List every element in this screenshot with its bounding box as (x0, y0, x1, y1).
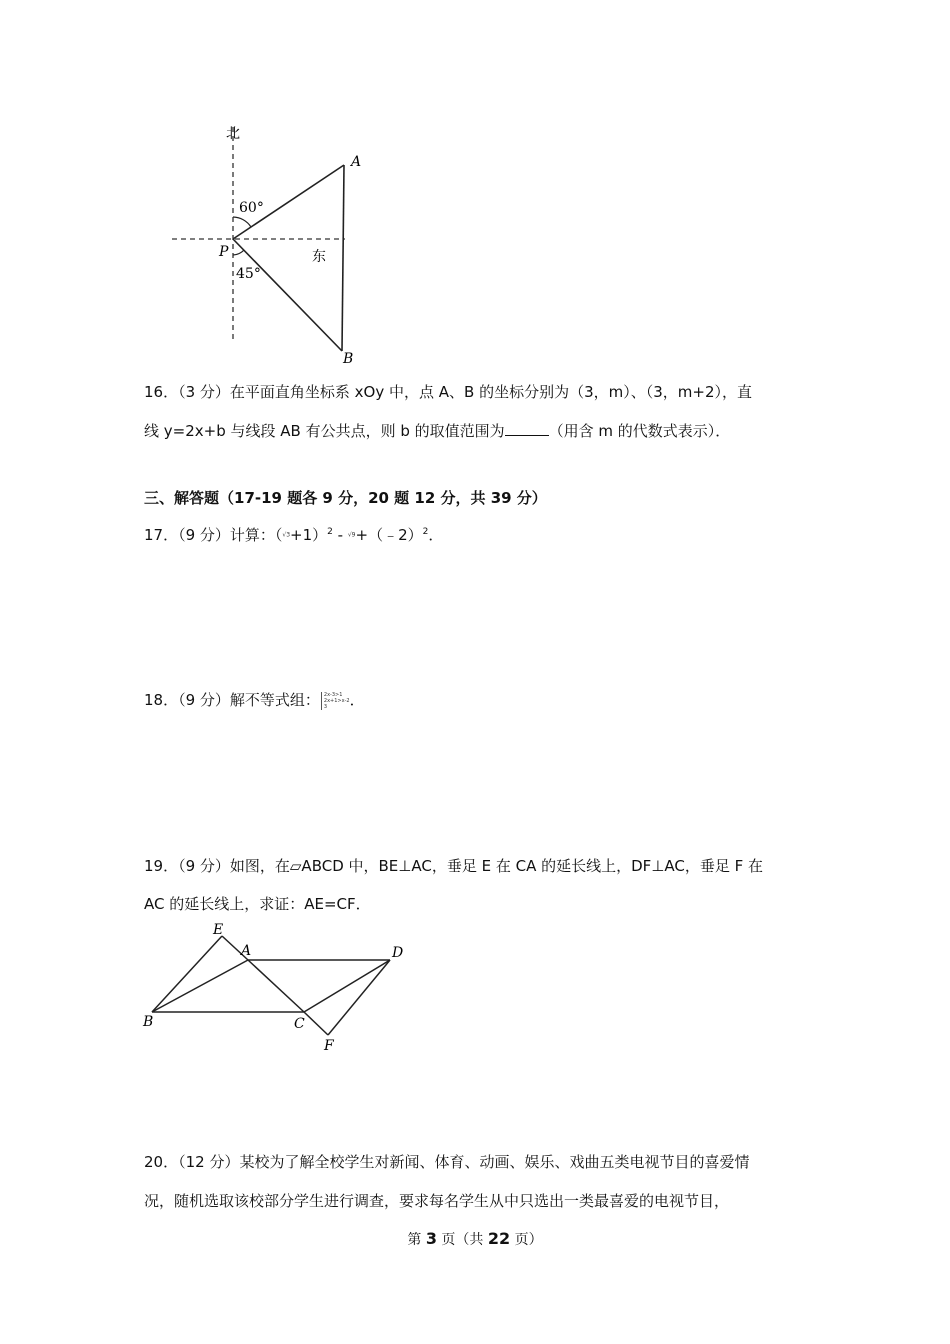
label-f: F (324, 1038, 334, 1054)
angle-arc-45 (233, 250, 244, 255)
q18-end: ． (349, 691, 365, 709)
label-point-a: A (351, 154, 362, 170)
q17-sqrt-3: √3 (282, 531, 291, 539)
label-north: 北 (226, 126, 240, 142)
q20-line1: 20．（12 分）某校为了解全校学生对新闻、体育、动画、娱乐、戏曲五类电视节目的喜爱情 (144, 1153, 750, 1171)
segment-df (328, 960, 390, 1035)
inequality-2-numerator: 2x+1 (323, 697, 338, 704)
q19-line2: AC 的延长线上，求证：AE=CF． (144, 895, 371, 913)
footer-prefix: 第 (407, 1232, 426, 1248)
label-a: A (241, 943, 252, 959)
segment-cf (304, 1012, 328, 1035)
inequality-system (321, 692, 350, 710)
footer-total-pages: 22 (487, 1229, 511, 1248)
q17-prefix: 17．（9 分）计算：（ (144, 526, 283, 544)
q17-sqrt-9: √9 (347, 531, 356, 539)
segment-cd (304, 960, 390, 1012)
segment-bd (152, 960, 248, 1012)
q17-line (144, 522, 443, 546)
segment-be (152, 936, 222, 1012)
q16-line2-tail: （用含 m 的代数式表示）． (548, 422, 731, 440)
label-east: 东 (312, 249, 326, 265)
inequality-1: 2x-3>1 (323, 691, 343, 698)
q16-line2-text: 线 y=2x+b 与线段 AB 有公共点，则 b 的取值范围为 (144, 422, 505, 440)
label-d: D (392, 945, 404, 961)
figure-direction-diagram (150, 115, 380, 370)
q17-end: ． (428, 526, 444, 544)
inequality-2-denominator: 3 (323, 703, 328, 710)
q17-mid2: - (332, 526, 348, 544)
answer-blank (505, 421, 549, 436)
q19-line1: 19．（9 分）如图，在▱ABCD 中，BE⊥AC，垂足 E 在 CA 的延长线上，DF⊥AC，垂足 F 在 (144, 857, 763, 875)
angle-arc-60 (233, 217, 251, 227)
inequality-2-tail: >x-2 (337, 697, 350, 704)
q16-line1: 16．（3 分）在平面直角坐标系 xOy 中，点 A、B 的坐标分别为（3，m）、（3，m+2），直 (144, 383, 753, 401)
label-point-b: B (343, 351, 354, 367)
label-angle-60: 60° (239, 200, 264, 216)
q20-line2: 况，随机选取该校部分学生进行调查，要求每名学生从中只选出一类最喜爱的电视节目， (144, 1192, 730, 1210)
q17-sup2: 2 (422, 527, 429, 537)
footer-page-number: 3 (425, 1229, 437, 1248)
label-b: B (143, 1014, 154, 1030)
q16-line2 (144, 421, 730, 441)
page-footer (0, 1229, 950, 1249)
q17-mid3: +（﹣2） (355, 526, 423, 544)
footer-middle: 页（共 (436, 1232, 488, 1248)
segment-ab (342, 165, 344, 351)
q18-prefix: 18．（9 分）解不等式组： (144, 691, 320, 709)
section-heading: 三、解答题（17-19 题各 9 分，20 题 12 分，共 39 分） (144, 489, 547, 507)
label-point-p: P (219, 244, 229, 260)
label-c: C (294, 1016, 305, 1032)
figure-parallelogram (140, 920, 415, 1060)
label-e: E (213, 922, 224, 938)
label-angle-45: 45° (236, 266, 261, 282)
segment-ac (248, 960, 304, 1012)
q17-sup1: 2 (327, 527, 333, 537)
q17-mid1: +1） (290, 526, 328, 544)
q18-line (144, 690, 365, 710)
footer-suffix: 页） (510, 1232, 543, 1248)
